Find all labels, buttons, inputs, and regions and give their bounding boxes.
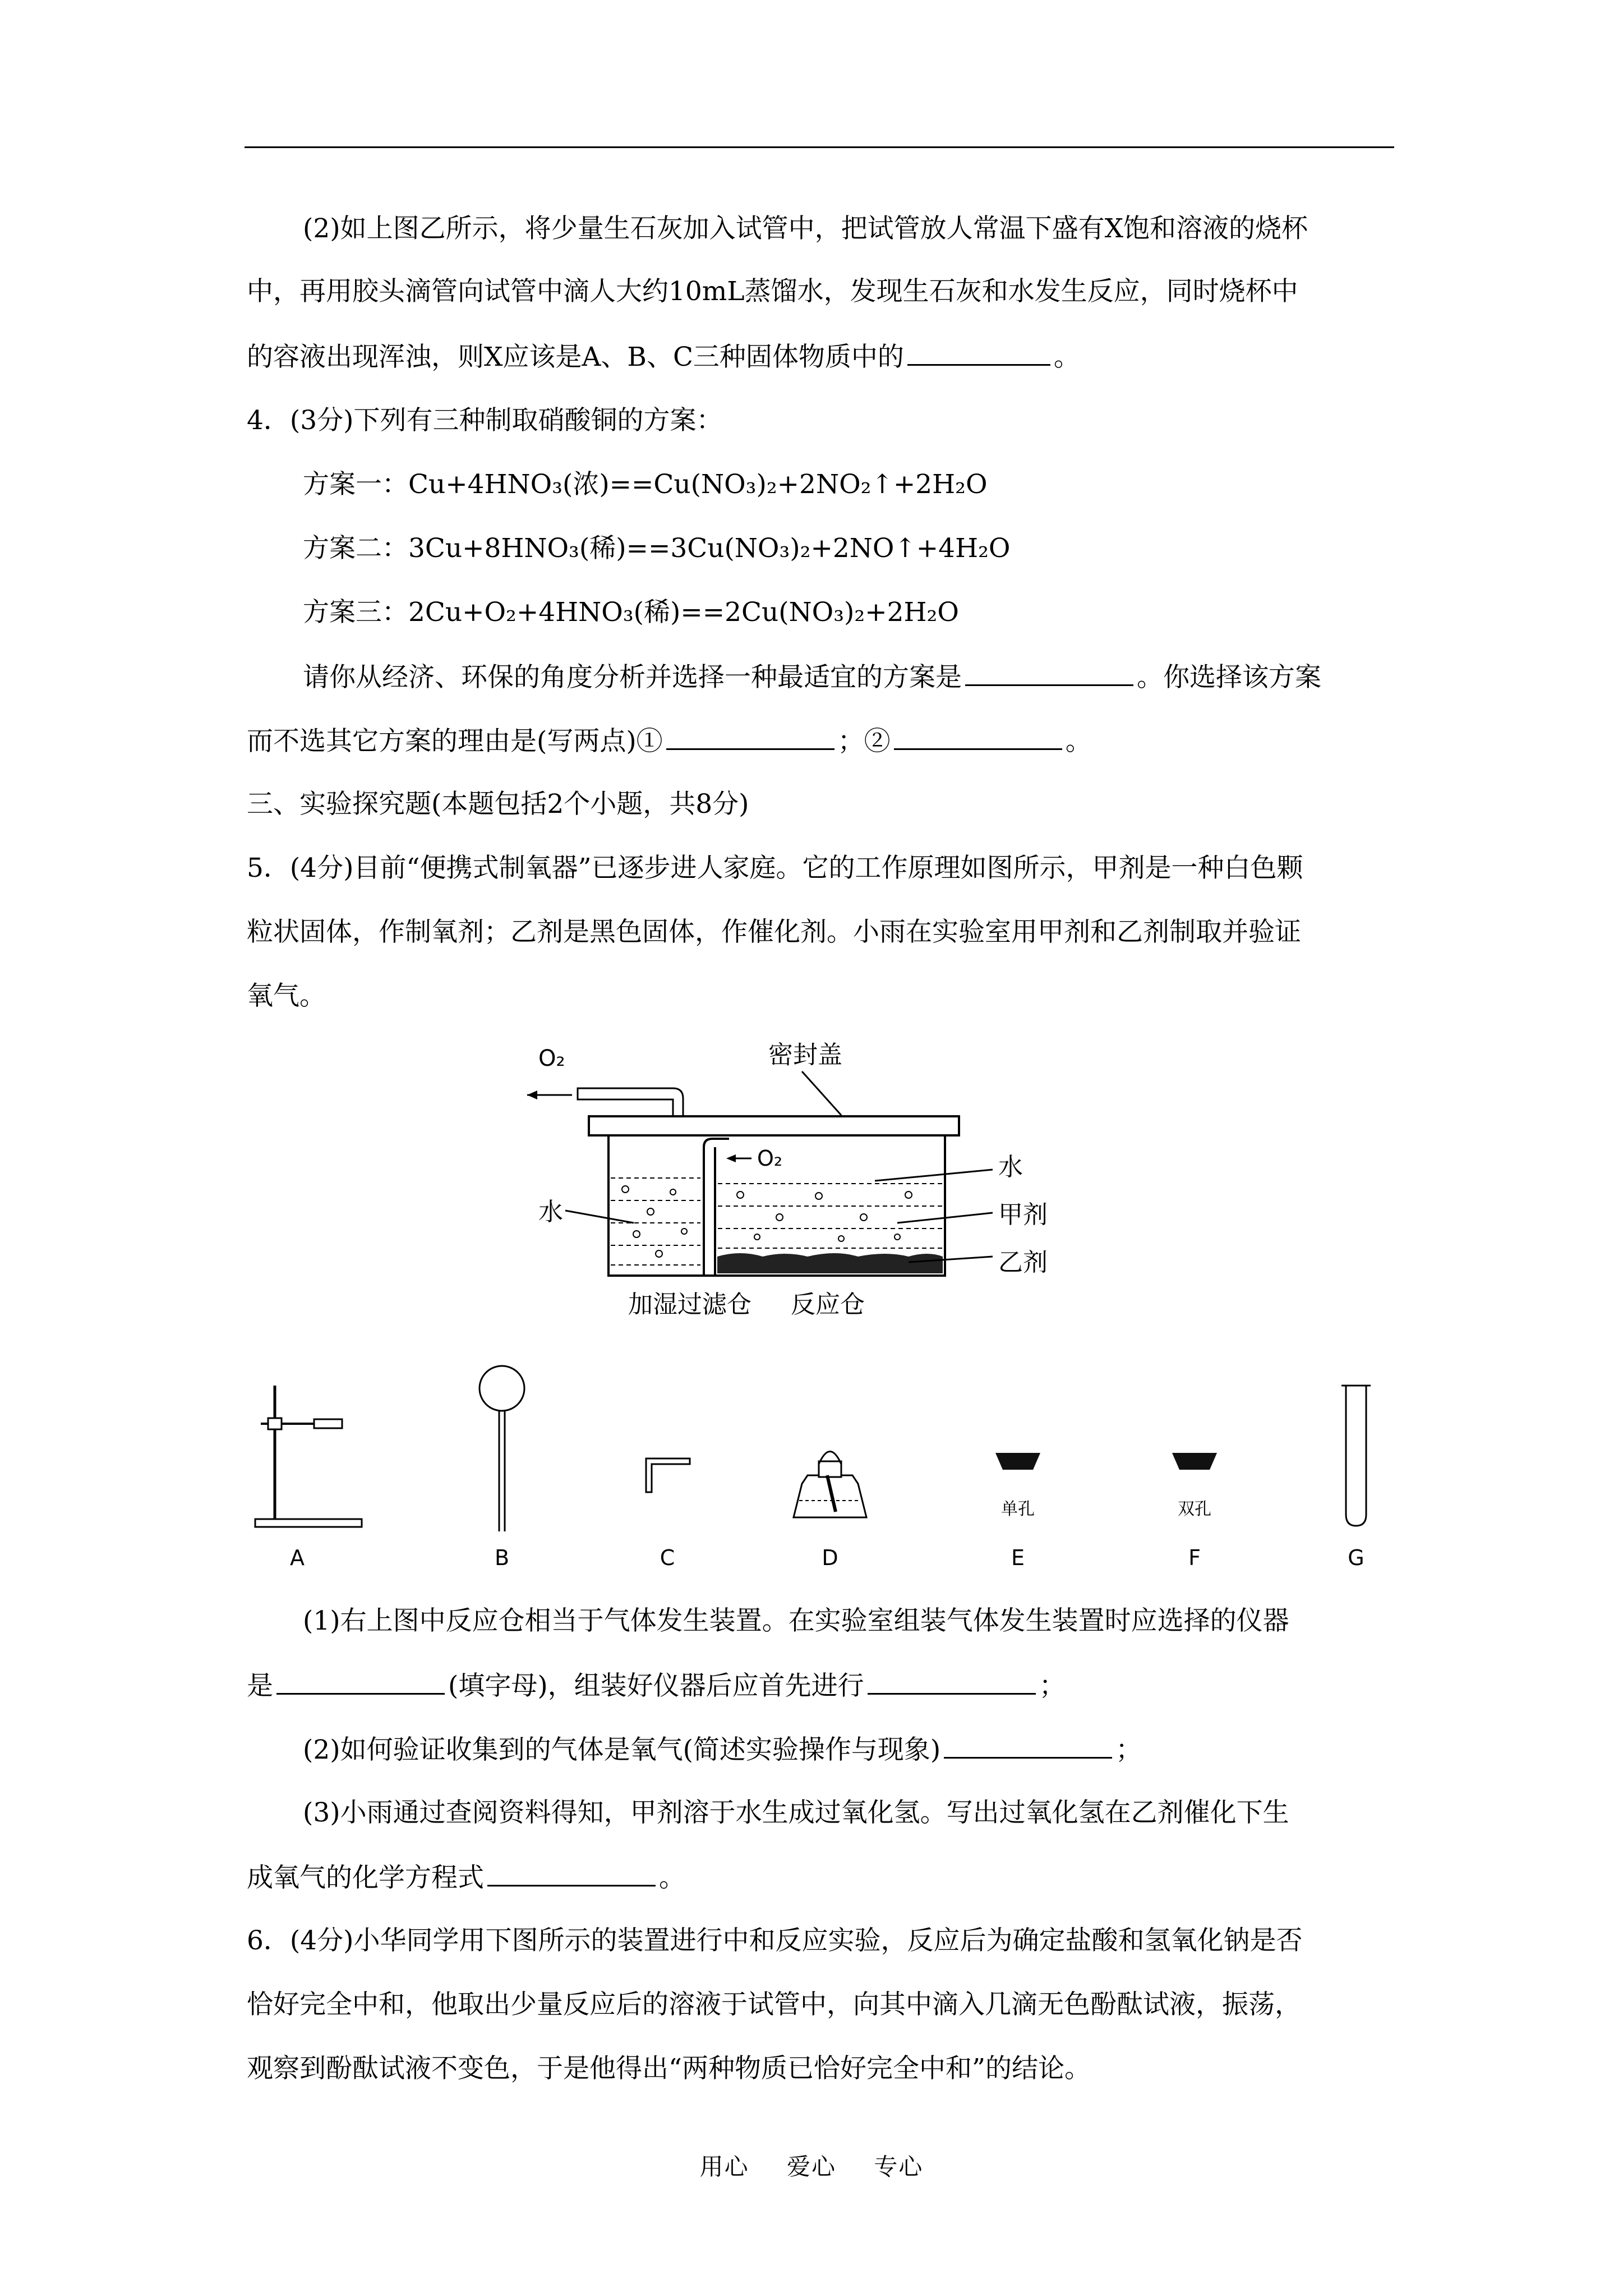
q4-question2-text: 而不选其它方案的理由是(写两点)① <box>247 726 663 757</box>
q5-sub3-end: 。 <box>659 1862 685 1893</box>
q6-line2: 恰好完全中和，他取出少量反应后的溶液于试管中，向其中滴入几滴无色酚酞试液，振荡， <box>247 1989 1301 2020</box>
water-right-label: 水 <box>998 1153 1023 1181</box>
q4-plan1: 方案一：Cu+4HNO₃(浓)==Cu(NO₃)₂+2NO₂↑+2H₂O <box>303 469 988 500</box>
q5-sub2-text: (2)如何验证收集到的气体是氧气(简述实验操作与现象) <box>303 1734 941 1765</box>
alcohol-lamp-icon <box>794 1452 866 1518</box>
apparatus-label-a: A <box>290 1545 305 1570</box>
q5-sub1-text2: (填字母)，组装好仪器后应首先进行 <box>448 1671 864 1701</box>
lid-leader-line <box>802 1071 841 1115</box>
q3-2-line2: 中，再用胶头滴管向试管中滴人大约10mL蒸馏水，发现生石灰和水发生反应，同时烧杯中 <box>247 276 1298 307</box>
q5-line2: 粒状固体，作制氧剂；乙剂是黑色固体，作催化剂。小雨在实验室用甲剂和乙剂制取并验证 <box>247 917 1301 947</box>
q5-sub1-text: 是 <box>247 1671 273 1701</box>
q3-2-line3-end: 。 <box>1053 342 1080 372</box>
answer-blank[interactable] <box>276 1668 445 1695</box>
single-hole-stopper-icon <box>995 1453 1040 1470</box>
q4-question2 <box>247 724 1092 758</box>
q3-2-line3-text: 的容液出现浑浊，则X应该是A、B、C三种固体物质中的 <box>247 342 904 372</box>
agent-b-label: 乙剂 <box>998 1248 1048 1277</box>
answer-blank[interactable] <box>666 724 834 750</box>
iron-stand-icon <box>255 1386 362 1527</box>
answer-blank[interactable] <box>965 660 1133 686</box>
answer-blank[interactable] <box>868 1668 1036 1695</box>
q6-line1: 6．(4分)小华同学用下图所示的装置进行中和反应实验，反应后为确定盐酸和氢氧化钠是否 <box>247 1925 1303 1956</box>
answer-blank[interactable] <box>894 724 1062 750</box>
q5-sub3-text: 成氧气的化学方程式 <box>247 1862 484 1893</box>
q4-plan2: 方案二：3Cu+8HNO₃(稀)==3Cu(NO₃)₂+2NO↑+4H₂O <box>303 533 1011 564</box>
water-left-label: 水 <box>538 1198 563 1226</box>
q3-2-line1: (2)如上图乙所示，将少量生石灰加入试管中，把试管放人常温下盛有X饱和溶液的烧杯 <box>303 213 1308 244</box>
q4-question2-end: 。 <box>1065 726 1092 757</box>
o2-inner-label: O₂ <box>757 1146 783 1171</box>
agent-a-label: 甲剂 <box>998 1200 1048 1229</box>
humidifier-water <box>611 1167 700 1273</box>
q5-sub1-end: ； <box>1039 1671 1066 1701</box>
humidifier-chamber-label: 加湿过滤仓 <box>628 1290 751 1319</box>
test-tube-icon <box>1341 1386 1371 1526</box>
q4-plan3: 方案三：2Cu+O₂+4HNO₃(稀)==2Cu(NO₃)₂+2H₂O <box>303 597 959 628</box>
oxygen-generator-diagram <box>505 1032 1150 1329</box>
q5-line1: 5．(4分)目前“便携式制氧器”已逐步进人家庭。它的工作原理如图所示，甲剂是一种白色颗 <box>247 853 1303 884</box>
q5-sub1-line1: (1)右上图中反应仓相当于气体发生装置。在实验室组装气体发生装置时应选择的仪器 <box>303 1605 1289 1636</box>
lid-label: 密封盖 <box>768 1041 842 1069</box>
apparatus-label-b: B <box>494 1545 510 1570</box>
bent-tube-icon <box>646 1458 690 1492</box>
footer-word: 专心 <box>874 2153 924 2180</box>
q4-question1 <box>303 660 1321 694</box>
q5-sub1-line2 <box>247 1668 1066 1703</box>
footer-word: 爱心 <box>786 2153 836 2180</box>
q5-sub3-line2 <box>247 1860 685 1895</box>
answer-blank[interactable] <box>944 1732 1112 1759</box>
o2-outlet-label: O₂ <box>538 1046 565 1071</box>
answer-blank[interactable] <box>907 339 1050 366</box>
q5-sub3-line1: (3)小雨通过查阅资料得知，甲剂溶于水生成过氧化氢。写出过氧化氢在乙剂催化下生 <box>303 1797 1289 1828</box>
page-footer <box>0 2148 1623 2182</box>
o2-outlet-arrow-icon <box>527 1091 572 1099</box>
q5-line3: 氧气。 <box>247 981 326 1011</box>
sealed-lid <box>589 1116 959 1135</box>
reaction-chamber-label: 反应仓 <box>791 1290 865 1319</box>
apparatus-row <box>241 1363 1419 1576</box>
q4-question2-mid: ；② <box>837 726 891 757</box>
header-rule <box>245 146 1394 148</box>
funnel-icon <box>479 1366 524 1531</box>
q5-sub2 <box>303 1732 1142 1767</box>
apparatus-label-c: C <box>660 1545 675 1570</box>
single-hole-note: 单孔 <box>1001 1499 1035 1519</box>
answer-blank[interactable] <box>487 1860 656 1887</box>
q3-2-line3 <box>247 339 1080 374</box>
apparatus-label-e: E <box>1011 1545 1025 1570</box>
q4-question1-end: 。你选择该方案 <box>1137 662 1321 693</box>
q5-sub2-end: ； <box>1115 1734 1142 1765</box>
double-hole-stopper-icon <box>1172 1453 1217 1470</box>
apparatus-label-g: G <box>1348 1545 1364 1570</box>
double-hole-note: 双孔 <box>1178 1499 1211 1519</box>
section-3-heading: 三、实验探究题(本题包括2个小题，共8分) <box>247 789 749 820</box>
q4-title: 4．(3分)下列有三种制取硝酸铜的方案： <box>247 405 723 436</box>
apparatus-label-d: D <box>822 1545 838 1570</box>
apparatus-label-f: F <box>1188 1545 1201 1570</box>
q6-line3: 观察到酚酞试液不变色，于是他得出“两种物质已恰好完全中和”的结论。 <box>247 2053 1091 2084</box>
q4-question1-text: 请你从经济、环保的角度分析并选择一种最适宜的方案是 <box>303 662 962 693</box>
footer-word: 用心 <box>699 2153 749 2180</box>
